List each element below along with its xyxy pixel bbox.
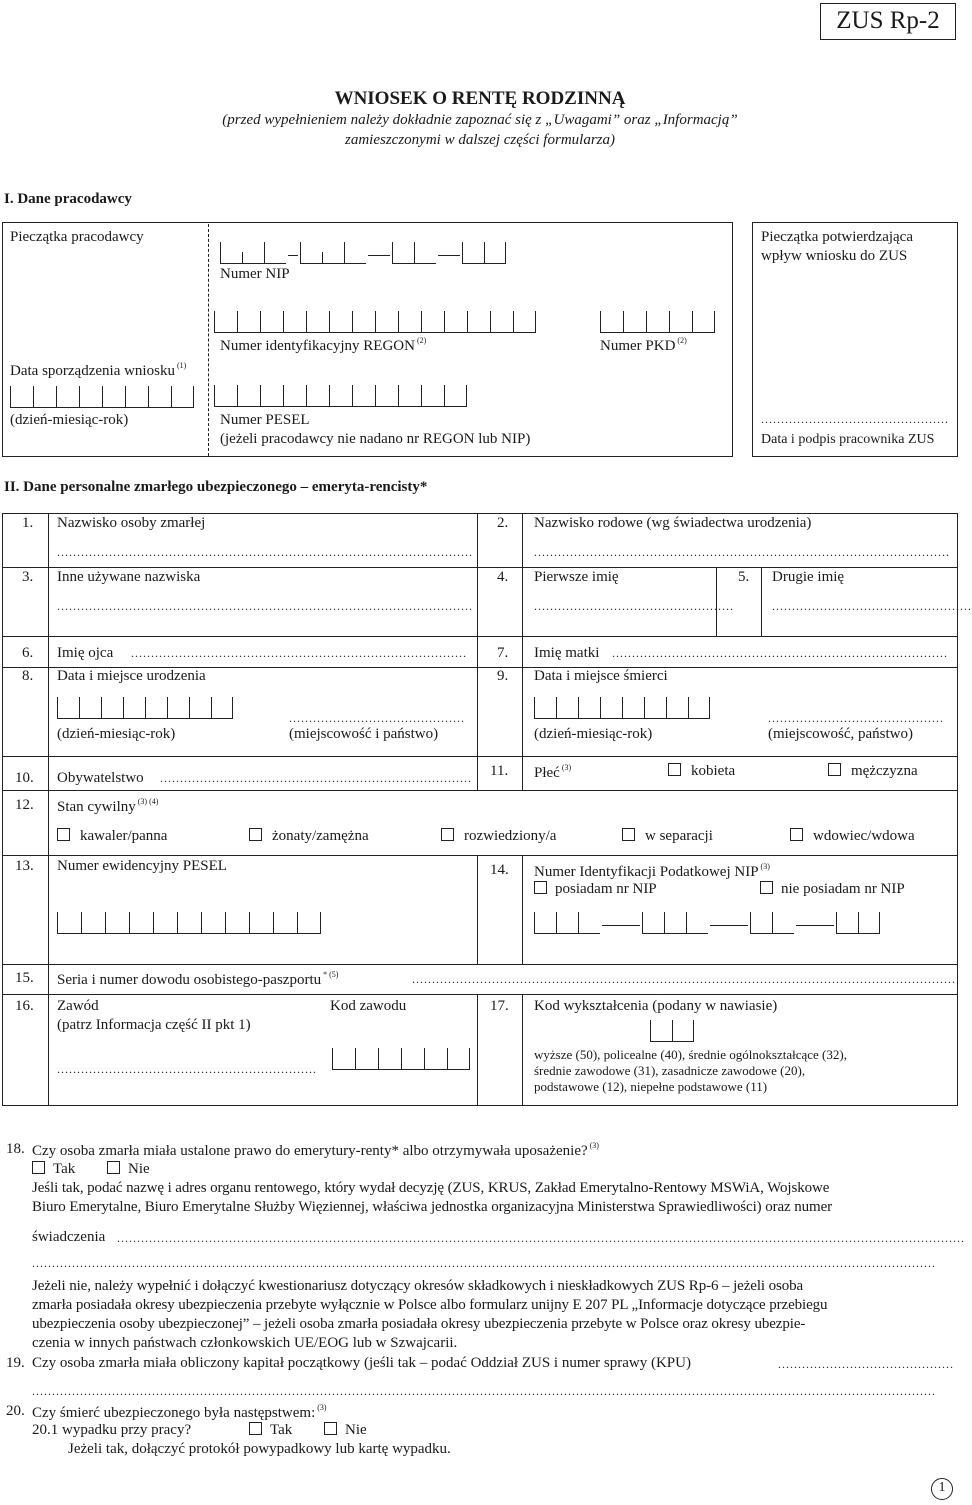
q20-1-label: 20.1 wypadku przy pracy? — [32, 1422, 192, 1438]
divider — [2, 567, 958, 568]
option-label: Tak — [53, 1161, 76, 1177]
field7-number: 7. — [497, 645, 509, 661]
q19-label: Czy osoba zmarła miała obliczony kapitał początkowy (jeśli tak – podać Oddział ZUS i numer sprawy (KPU) — [32, 1355, 691, 1371]
checkbox-icon[interactable] — [249, 1422, 262, 1435]
field14-number: 14. — [490, 862, 509, 878]
occupation-code-boxes[interactable] — [332, 1048, 470, 1070]
field5-number: 5. — [738, 569, 750, 585]
option-label: Tak — [270, 1422, 293, 1438]
divider — [522, 994, 523, 1106]
option-label: wdowiec/wdowa — [813, 828, 915, 844]
field1-input[interactable]: ........................................................................................................ — [57, 545, 473, 559]
divider — [477, 513, 478, 636]
employer-pesel-label: Numer PESEL — [220, 412, 310, 428]
field1-label: Nazwisko osoby zmarłej — [57, 515, 206, 531]
option-label: rozwiedziony/a — [464, 828, 557, 844]
marital-wdowiec-option[interactable] — [790, 828, 915, 845]
field4-label: Pierwsze imię — [534, 569, 619, 585]
divider — [761, 567, 762, 636]
field15-input[interactable]: ........................................................................................................................................ — [412, 972, 956, 986]
death-date-format: (dzień-miesiąc-rok) — [534, 726, 653, 742]
field9-number: 9. — [497, 668, 509, 684]
option-label: mężczyzna — [851, 763, 918, 779]
field3-label: Inne używane nazwiska — [57, 569, 201, 585]
field3-input[interactable]: ........................................................................................................ — [57, 599, 473, 613]
divider — [48, 513, 49, 1106]
field3-number: 3. — [22, 569, 34, 585]
checkbox-icon[interactable] — [441, 828, 454, 841]
marital-rozwiedziony-option[interactable] — [441, 828, 556, 845]
section1-heading: I. Dane pracodawcy — [4, 191, 132, 207]
application-date-format: (dzień-miesiąc-rok) — [10, 412, 129, 428]
q19-input-2[interactable]: .................................................................................................................................................................................................................................. — [32, 1384, 936, 1398]
divider — [522, 636, 523, 790]
option-label: Nie — [128, 1161, 150, 1177]
q20-note: Jeżeli tak, dołączyć protokół powypadkowy lub kartę wypadku. — [68, 1441, 451, 1457]
q20-1-no-option[interactable] — [324, 1422, 367, 1439]
birth-date-boxes[interactable] — [57, 697, 233, 719]
checkbox-icon[interactable] — [534, 881, 547, 894]
divider — [522, 513, 523, 636]
birth-place-format: (miejscowość i państwo) — [289, 726, 439, 742]
field9-label: Data i miejsce śmierci — [534, 668, 668, 684]
q18-paragraph1-line3: świadczenia — [32, 1229, 106, 1245]
option-label: kobieta — [691, 763, 736, 779]
option-label: posiadam nr NIP — [555, 881, 657, 897]
q18-paragraph2-line3: ubezpieczenia osoby ubezpieczonej” – jeżeli osoba zmarła posiadała okresy ubezpieczenia przebyte w Polsce oraz okresy ubezpie- — [32, 1316, 806, 1332]
q18-paragraph1-line1: Jeśli tak, podać nazwę i adres organu rentowego, który wydał decyzję (ZUS, KRUS, Zakład Emerytalno-Rentowy MSWiA, Wojskowe — [32, 1180, 830, 1196]
no-nip-option[interactable] — [760, 881, 905, 898]
education-code-boxes[interactable] — [650, 1020, 694, 1042]
divider — [2, 636, 958, 637]
birth-place-input[interactable]: ............................................ — [289, 711, 465, 725]
field17-label: Kod wykształcenia (podany w nawiasie) — [534, 998, 778, 1014]
q20-1-yes-option[interactable] — [249, 1422, 292, 1439]
field11-label: Płeć $^{(3)}$ — [534, 763, 572, 781]
form-subtitle-line1: (przed wypełnieniem należy dokładnie zapoznać się z „Uwagami” oraz „Informacją” — [222, 112, 738, 128]
field17-number: 17. — [490, 998, 509, 1014]
field7-label: Imię matki — [534, 645, 600, 661]
field6-input[interactable]: .................................................................................... — [131, 646, 467, 660]
field2-input[interactable]: ........................................................................................................ — [534, 545, 950, 559]
field10-label: Obywatelstwo — [57, 770, 144, 786]
field7-input[interactable]: .................................................................................... — [612, 646, 948, 660]
divider — [477, 855, 478, 964]
employer-pesel-note: (jeżeli pracodawcy nie nadano nr REGON lub NIP) — [220, 431, 531, 447]
marital-zonaty-option[interactable] — [249, 828, 369, 845]
marital-kawaler-option[interactable] — [57, 828, 167, 845]
checkbox-icon[interactable] — [32, 1161, 45, 1174]
nip-boxes[interactable] — [220, 242, 506, 264]
q20-label: Czy śmierć ubezpieczonego była następstwem: $^{(3)}$ — [32, 1403, 327, 1421]
field6-label: Imię ojca — [57, 645, 114, 661]
field8-label: Data i miejsce urodzenia — [57, 668, 206, 684]
field2-label: Nazwisko rodowe (wg świadectwa urodzenia) — [534, 515, 812, 531]
option-label: żonaty/zamężna — [272, 828, 369, 844]
q18-paragraph2-line2: zmarła posiadała okresy ubezpieczenia przebyte wyłącznie w Polsce albo formularz unijny E 207 PL „Informacje dotyczące przebiegu — [32, 1297, 828, 1313]
field14-label: Numer Identyfikacji Podatkowej NIP $^{(3)}$ — [534, 862, 770, 880]
q18-yes-option[interactable] — [32, 1161, 75, 1178]
q20-number: 20. — [6, 1403, 25, 1419]
field16-input[interactable]: ................................................................. — [57, 1062, 317, 1076]
option-label: Nie — [345, 1422, 367, 1438]
has-nip-option[interactable] — [534, 881, 657, 898]
q19-input[interactable]: ............................................ — [778, 1357, 954, 1371]
field15-number: 15. — [15, 970, 34, 986]
q18-number: 18. — [6, 1141, 25, 1157]
field15-label: Seria i numer dowodu osobistego-paszportu $^{* (5)}$ — [57, 970, 339, 988]
employer-stamp-label: Pieczątka pracodawcy — [10, 229, 144, 245]
education-legend-line3: podstawowe (12), niepełne podstawowe (11) — [534, 1079, 768, 1094]
field16-label: Zawód — [57, 998, 99, 1014]
field12-label: Stan cywilny $^{(3) (4)}$ — [57, 797, 159, 815]
divider — [2, 790, 958, 791]
field6-number: 6. — [22, 645, 34, 661]
section2-heading: II. Dane personalne zmarłego ubezpieczonego – emeryta-rencisty* — [4, 479, 428, 495]
divider — [522, 855, 523, 964]
q18-benefit-input-2[interactable]: .................................................................................................................................................................................................................................. — [32, 1256, 936, 1270]
checkbox-icon[interactable] — [107, 1161, 120, 1174]
birth-date-format: (dzień-miesiąc-rok) — [57, 726, 176, 742]
form-code: ZUS Rp-2 — [836, 7, 940, 34]
marital-separacja-option[interactable] — [622, 828, 713, 845]
application-date-label: Data sporządzenia wniosku $^{(1)}$ — [10, 361, 187, 379]
regon-boxes[interactable] — [214, 311, 536, 333]
q18-paragraph2-line1: Jeżeli nie, należy wypełnić i dołączyć kwestionariusz dotyczący okresów składkowych i nieskładkowych ZUS Rp-6 – jeżeli osoba — [32, 1278, 804, 1294]
death-place-format: (miejscowość, państwo) — [768, 726, 913, 742]
zus-signature-label: Data i podpis pracownika ZUS — [761, 432, 935, 447]
divider — [477, 636, 478, 790]
sex-male-option[interactable] — [828, 763, 918, 780]
q18-paragraph1-line2: Biuro Emerytalne, Biuro Emerytalne Służby Więziennej, właściwa jednostka organizacyjna Ministerstwa Sprawiedliwości) oraz numer — [32, 1199, 833, 1215]
field8-number: 8. — [22, 668, 34, 684]
option-label: kawaler/panna — [80, 828, 168, 844]
option-label: nie posiadam nr NIP — [781, 881, 905, 897]
field16-note: (patrz Informacja część II pkt 1) — [57, 1017, 251, 1033]
field1-number: 1. — [22, 515, 34, 531]
zus-stamp-label-line1: Pieczątka potwierdzająca — [761, 229, 913, 245]
section1-dashed-divider — [208, 224, 209, 456]
form-subtitle-line2: zamieszczonymi w dalszej części formularza) — [345, 132, 615, 148]
divider — [2, 994, 958, 995]
occupation-code-label: Kod zawodu — [330, 998, 407, 1014]
option-label: w separacji — [645, 828, 713, 844]
field10-input[interactable]: .............................................................................. — [160, 771, 472, 785]
field2-number: 2. — [497, 515, 509, 531]
death-date-boxes[interactable] — [534, 697, 710, 719]
application-date-boxes[interactable] — [10, 386, 194, 408]
pesel-boxes[interactable] — [57, 912, 321, 934]
checkbox-icon[interactable] — [668, 763, 681, 776]
checkbox-icon[interactable] — [622, 828, 635, 841]
field11-number: 11. — [490, 763, 509, 779]
q18-paragraph2-line4: czenia w innych państwach członkowskich UE/EOG lub w Szwajcarii. — [32, 1335, 458, 1351]
education-legend-line1: wyższe (50), policealne (40), średnie ogólnokształcące (32), — [534, 1047, 847, 1062]
field5-input[interactable]: .................................................. — [772, 599, 972, 613]
checkbox-icon[interactable] — [324, 1422, 337, 1435]
checkbox-icon[interactable] — [790, 828, 803, 841]
divider — [2, 756, 958, 757]
field4-number: 4. — [497, 569, 509, 585]
deceased-nip-boxes[interactable] — [534, 912, 880, 934]
q19-number: 19. — [6, 1355, 25, 1371]
zus-signature-line[interactable]: ............................................... — [761, 412, 949, 426]
divider — [477, 994, 478, 1106]
field4-input[interactable]: .................................................. — [534, 599, 734, 613]
field13-label: Numer ewidencyjny PESEL — [57, 858, 227, 874]
sex-female-option[interactable] — [668, 763, 735, 780]
q18-benefit-input[interactable]: .................................................................................................................................................................................................................... — [117, 1231, 965, 1245]
pkd-boxes[interactable] — [600, 311, 715, 333]
page-number: 1 — [938, 1480, 946, 1495]
field5-label: Drugie imię — [772, 569, 845, 585]
education-legend-line2: średnie zawodowe (31), zasadnicze zawodowe (20), — [534, 1063, 806, 1078]
divider — [2, 964, 958, 965]
nip-label: Numer NIP — [220, 266, 290, 282]
death-place-input[interactable]: ............................................ — [768, 711, 944, 725]
employer-pesel-boxes[interactable] — [214, 385, 467, 407]
checkbox-icon[interactable] — [828, 763, 841, 776]
checkbox-icon[interactable] — [249, 828, 262, 841]
regon-label: Numer identyfikacyjny REGON $^{(2)}$ — [220, 336, 427, 354]
field13-number: 13. — [15, 858, 34, 874]
zus-stamp-label-line2: wpływ wniosku do ZUS — [761, 248, 908, 264]
divider — [2, 855, 958, 856]
checkbox-icon[interactable] — [760, 881, 773, 894]
checkbox-icon[interactable] — [57, 828, 70, 841]
field10-number: 10. — [15, 770, 34, 786]
field12-number: 12. — [15, 797, 34, 813]
field16-number: 16. — [15, 998, 34, 1014]
q18-no-option[interactable] — [107, 1161, 150, 1178]
q18-label: Czy osoba zmarła miała ustalone prawo do emerytury-renty* albo otrzymywała uposażenie? $^{(3)}$ — [32, 1141, 599, 1159]
form-title: WNIOSEK O RENTĘ RODZINNĄ — [334, 88, 626, 109]
pkd-label: Numer PKD $^{(2)}$ — [600, 336, 687, 354]
